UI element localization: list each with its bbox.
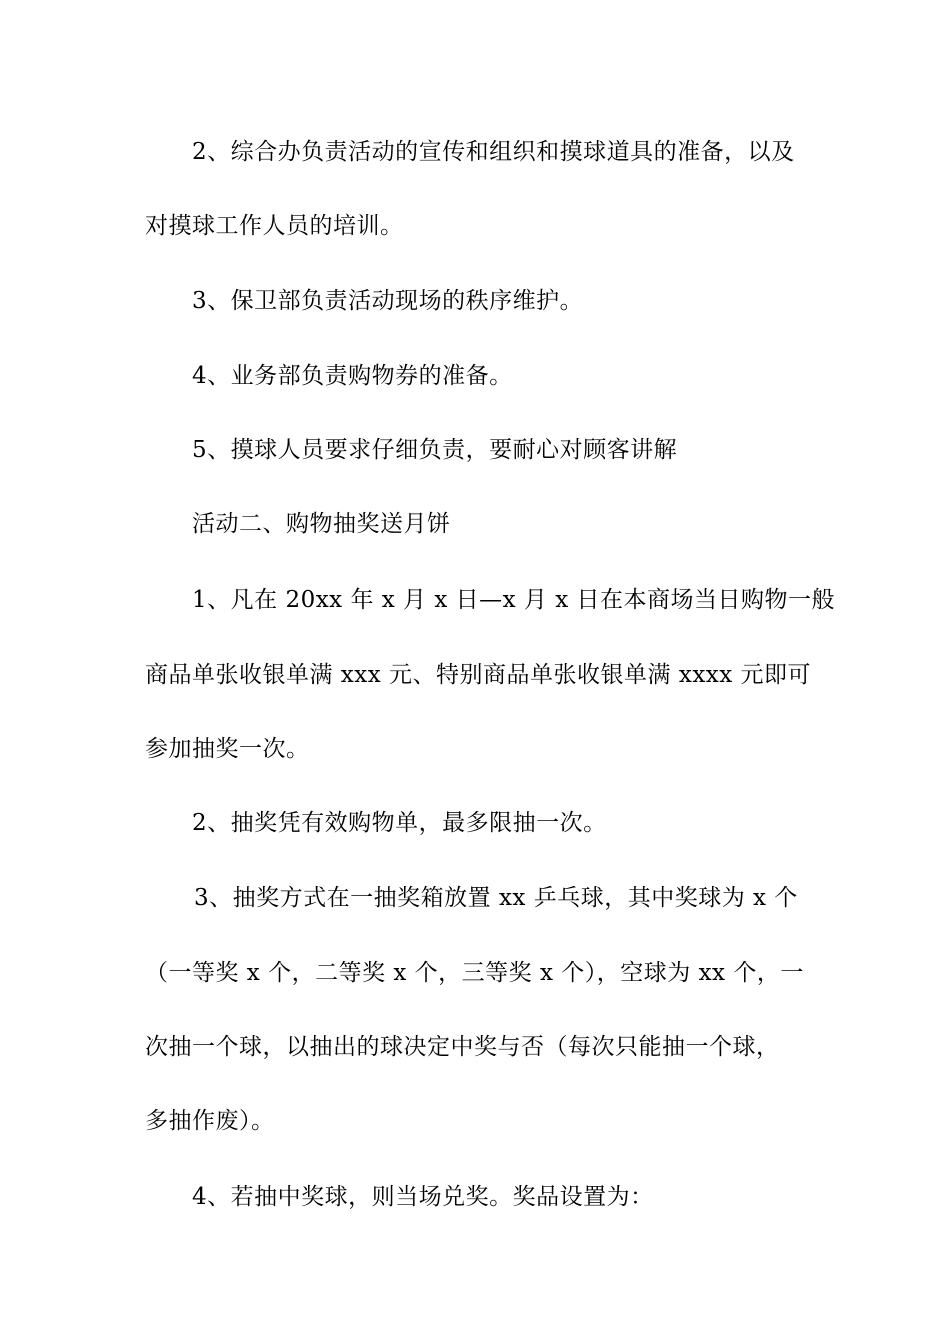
paragraph-line: 4、业务部负责购物券的准备。 <box>192 363 513 389</box>
paragraph-line: 3、保卫部负责活动现场的秩序维护。 <box>192 288 584 314</box>
paragraph-line: 参加抽奖一次。 <box>145 736 310 762</box>
section-heading: 活动二、购物抽奖送月饼 <box>192 511 451 537</box>
paragraph-line: 2、抽奖凭有效购物单，最多限抽一次。 <box>192 810 607 836</box>
paragraph-line: 对摸球工作人员的培训。 <box>145 213 404 239</box>
paragraph-line: 商品单张收银单满 xxx 元、特别商品单张收银单满 xxxx 元即可 <box>145 662 812 688</box>
paragraph-line: 1、凡在 20xx 年 x 月 x 日—x 月 x 日在本商场当日购物一般 <box>192 587 836 613</box>
paragraph-line: 次抽一个球，以抽出的球决定中奖与否（每次只能抽一个球， <box>145 1034 780 1060</box>
paragraph-line: 5、摸球人员要求仔细负责，要耐心对顾客讲解 <box>192 437 678 463</box>
paragraph-line: 2、综合办负责活动的宣传和组织和摸球道具的准备，以及 <box>192 139 795 165</box>
paragraph-line: 4、若抽中奖球，则当场兑奖。奖品设置为： <box>192 1184 654 1210</box>
paragraph-line: 3、抽奖方式在一抽奖箱放置 xx 乒乓球，其中奖球为 x 个 <box>194 885 798 911</box>
paragraph-line: （一等奖 x 个，二等奖 x 个，三等奖 x 个），空球为 xx 个，一 <box>145 960 804 986</box>
paragraph-line: 多抽作废）。 <box>145 1108 275 1134</box>
